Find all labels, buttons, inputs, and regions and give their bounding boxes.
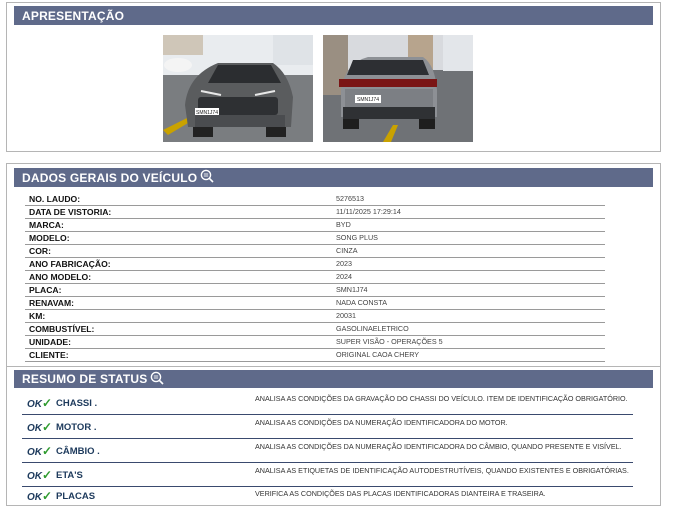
status-item-name: CHASSI . <box>56 398 98 409</box>
row-label: ANO MODELO: <box>29 272 92 282</box>
row-value: 2024 <box>336 272 352 281</box>
vehicle-rear-photo[interactable] <box>323 35 473 142</box>
table-row <box>25 258 605 271</box>
ok-check-icon: OK✓ <box>27 396 53 410</box>
status-item-name: CÂMBIO . <box>56 446 100 457</box>
status-row-placas <box>22 487 633 503</box>
status-row-cambio <box>22 439 633 463</box>
row-label: UNIDADE: <box>29 337 72 347</box>
row-value: SONG PLUS <box>336 233 378 242</box>
vehicle-front-photo[interactable] <box>163 35 313 142</box>
resumo-title: RESUMO DE STATUS <box>22 372 148 386</box>
row-value: 5276513 <box>336 194 364 203</box>
row-label: DATA DE VISTORIA: <box>29 207 112 217</box>
ok-check-icon: OK✓ <box>27 420 53 434</box>
status-item-name: MOTOR . <box>56 422 97 433</box>
table-row <box>25 232 605 245</box>
row-label: COMBUSTÍVEL: <box>29 324 95 334</box>
row-value: 2023 <box>336 259 352 268</box>
table-row <box>25 193 605 206</box>
row-value: NADA CONSTA <box>336 298 387 307</box>
row-value: SMN1J74 <box>336 285 368 294</box>
row-value: ORIGINAL CAOA CHERY <box>336 350 420 359</box>
table-row <box>25 336 605 349</box>
table-row <box>25 284 605 297</box>
row-label: MODELO: <box>29 233 70 243</box>
dados-gerais-header <box>14 168 653 187</box>
magnifier-icon[interactable] <box>150 371 164 388</box>
status-item-description: ANALISA AS ETIQUETAS DE IDENTIFICAÇÃO AUTODESTRUTÍVEIS, QUANDO EXISTENTES E OBRIGATÓRIAS. <box>255 466 629 475</box>
table-row <box>25 271 605 284</box>
row-value: CINZA <box>336 246 358 255</box>
magnifier-icon[interactable] <box>200 169 214 186</box>
vehicle-rear-illustration <box>323 35 473 142</box>
front-plate-text: SMN1J74 <box>196 110 218 116</box>
status-item-description: VERIFICA AS CONDIÇÕES DAS PLACAS IDENTIFICADORAS DIANTEIRA E TRASEIRA. <box>255 489 546 498</box>
status-item-description: ANALISA AS CONDIÇÕES DA GRAVAÇÃO DO CHASSI DO VEÍCULO. ITEM DE IDENTIFICAÇÃO OBRIGATÓRIO. <box>255 394 628 403</box>
resumo-header <box>14 370 653 388</box>
status-item-name: PLACAS <box>56 491 96 502</box>
row-label: KM: <box>29 311 46 321</box>
table-row <box>25 297 605 310</box>
table-row <box>25 219 605 232</box>
apresentacao-title: APRESENTAÇÃO <box>22 8 125 23</box>
row-value: GASOLINAELETRICO <box>336 324 409 333</box>
ok-check-icon: OK✓ <box>27 489 53 503</box>
row-label: PLACA: <box>29 285 62 295</box>
ok-check-icon: OK✓ <box>27 468 53 482</box>
row-label: NO. LAUDO: <box>29 194 81 204</box>
row-label: MARCA: <box>29 220 64 230</box>
row-value: BYD <box>336 220 351 229</box>
table-row <box>25 206 605 219</box>
status-row-etas <box>22 463 633 487</box>
row-value: 11/11/2025 17:29:14 <box>336 207 401 216</box>
rear-plate-text: SMN1J74 <box>357 97 379 103</box>
row-value: 20031 <box>336 311 356 320</box>
table-row <box>25 245 605 258</box>
vehicle-front-illustration <box>163 35 313 142</box>
ok-check-icon: OK✓ <box>27 444 53 458</box>
table-row <box>25 323 605 336</box>
status-row-chassi <box>22 391 633 415</box>
row-label: RENAVAM: <box>29 298 75 308</box>
row-label: COR: <box>29 246 51 256</box>
status-item-description: ANALISA AS CONDIÇÕES DA NUMERAÇÃO IDENTIFICADORA DO CÂMBIO, QUANDO PRESENTE E VISÍVEL. <box>255 442 622 451</box>
status-item-description: ANALISA AS CONDIÇÕES DA NUMERAÇÃO IDENTIFICADORA DO MOTOR. <box>255 418 508 427</box>
status-item-name: ETA'S <box>56 470 83 481</box>
table-row <box>25 349 605 362</box>
row-label: ANO FABRICAÇÃO: <box>29 259 111 269</box>
table-row <box>25 310 605 323</box>
apresentacao-header <box>14 6 653 25</box>
status-row-motor <box>22 415 633 439</box>
row-value: SUPER VISÃO - OPERAÇÕES 5 <box>336 337 443 346</box>
row-label: CLIENTE: <box>29 350 69 360</box>
dados-gerais-title: DADOS GERAIS DO VEÍCULO <box>22 170 198 185</box>
